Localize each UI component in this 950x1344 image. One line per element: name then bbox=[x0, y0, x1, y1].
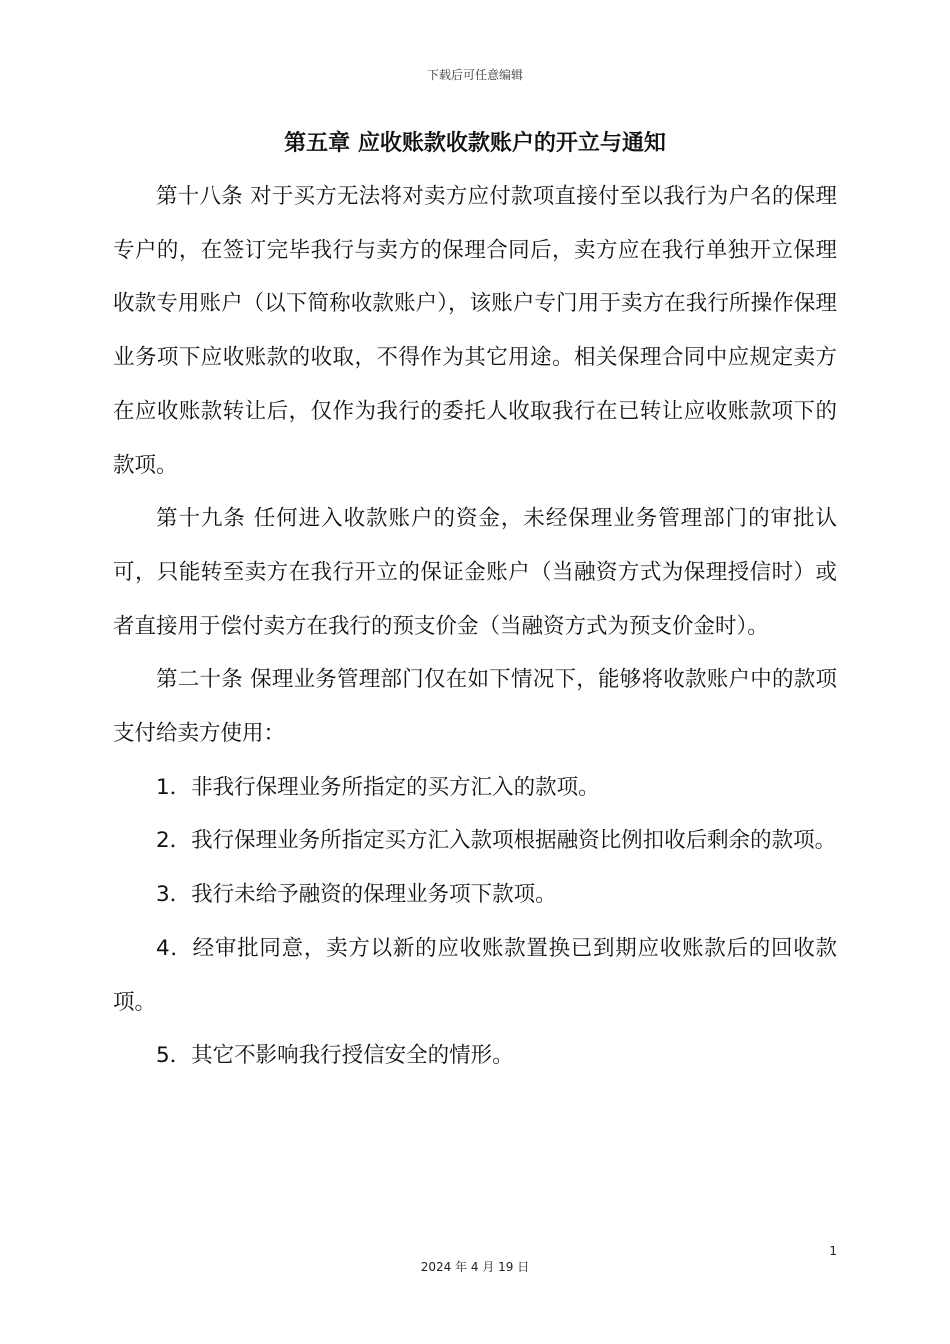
header-note: 下载后可任意编辑 bbox=[426, 68, 523, 82]
article-19-paragraph: 第十九条 任何进入收款账户的资金，未经保理业务管理部门的审批认可，只能转至卖方在我行开立的保证金账户（当融资方式为保理授信时）或者直接用于偿付卖方在我行的预支价金（当融资方式为预支价金时）。 bbox=[113, 506, 837, 639]
list-item-2: 2．我行保理业务所指定买方汇入款项根据融资比例扣收后剩余的款项。 bbox=[156, 828, 837, 854]
list-item-5: 5．其它不影响我行授信安全的情形。 bbox=[156, 1043, 514, 1069]
document-body bbox=[113, 170, 837, 1083]
list-item-3: 3．我行未给予融资的保理业务项下款项。 bbox=[156, 882, 557, 908]
page-number: 1 bbox=[829, 1244, 837, 1258]
article-18-paragraph: 第十八条 对于买方无法将对卖方应付款项直接付至以我行为户名的保理专户的，在签订完毕我行与卖方的保理合同后，卖方应在我行单独开立保理收款专用账户（以下简称收款账户），该账户专门用于卖方在我行所操作保理业务项下应收账款的收取，不得作为其它用途。相关保理合同中应规定卖方在应收账款转让后，仅作为我行的委托人收取我行在已转让应收账款项下的款项。 bbox=[113, 184, 837, 478]
chapter-title: 第五章 应收账款收款账户的开立与通知 bbox=[284, 131, 666, 156]
list-item-1: 1．非我行保理业务所指定的买方汇入的款项。 bbox=[156, 774, 600, 800]
list-item-4: 4．经审批同意，卖方以新的应收账款置换已到期应收账款后的回收款项。 bbox=[113, 935, 837, 1015]
article-20-paragraph: 第二十条 保理业务管理部门仅在如下情况下，能够将收款账户中的款项支付给卖方使用： bbox=[113, 667, 837, 747]
footer-date: 2024 年 4 月 19 日 bbox=[420, 1260, 530, 1274]
